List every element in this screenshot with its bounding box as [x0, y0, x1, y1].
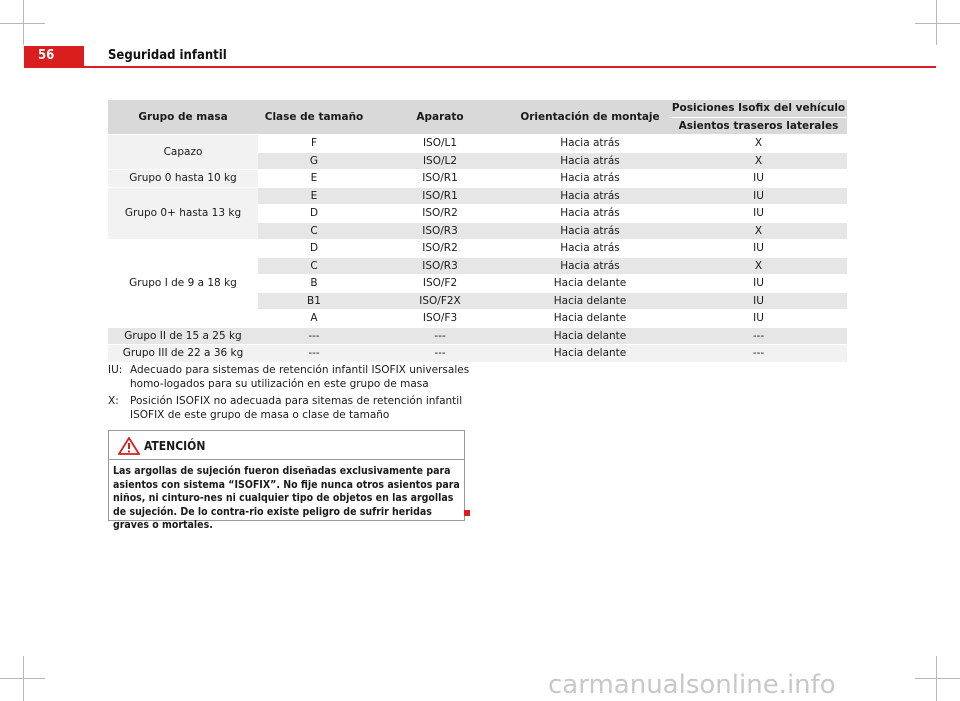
cell-aparato: ISO/R2	[370, 240, 510, 258]
cell-clase: C	[258, 257, 370, 275]
header-rule	[84, 66, 936, 68]
table-row	[108, 187, 847, 205]
cell-clase: F	[258, 135, 370, 153]
cell-aparato: ISO/R1	[370, 187, 510, 205]
crop-mark	[936, 656, 937, 701]
cell-posicion: ---	[670, 327, 847, 345]
cell-aparato: ISO/F2X	[370, 292, 510, 310]
group-cell: Grupo 0+ hasta 13 kg	[108, 187, 258, 240]
legend-iu	[108, 363, 478, 393]
cell-orientacion: Hacia atrás	[510, 257, 670, 275]
cell-posicion: IU	[670, 275, 847, 293]
cell-aparato: ISO/R1	[370, 170, 510, 188]
cell-posicion: X	[670, 135, 847, 153]
cell-clase: E	[258, 170, 370, 188]
cell-posicion: X	[670, 152, 847, 170]
warning-text: Las argollas de sujeción fueron diseñadas exclusivamente para asientos con sistema “ISOFIX”. No fije nunca otros asientos para niños, ni cinturo-nes ni cualquier tipo de objetos en las argollas de sujeción. De lo contra-rio existe peligro de sufrir heridas graves o mortales.	[113, 465, 460, 532]
group-cell: Grupo III de 22 a 36 kg	[108, 345, 258, 363]
warning-title: ATENCIÓN	[144, 439, 206, 453]
warning-triangle-icon	[118, 437, 140, 455]
cell-orientacion: Hacia atrás	[510, 170, 670, 188]
cell-aparato: ISO/F2	[370, 275, 510, 293]
watermark: carmanualsonline.info	[548, 670, 836, 700]
crop-mark	[915, 23, 960, 24]
col-header-clase: Clase de tamaño	[258, 100, 370, 135]
table-row	[108, 135, 847, 153]
warning-header	[109, 431, 464, 460]
cell-clase: D	[258, 205, 370, 223]
table-row	[108, 170, 847, 188]
crop-mark	[936, 0, 937, 45]
cell-orientacion: Hacia atrás	[510, 240, 670, 258]
col-header-grupo: Grupo de masa	[108, 100, 258, 135]
cell-orientacion: Hacia delante	[510, 275, 670, 293]
cell-posicion: IU	[670, 187, 847, 205]
page-number: 56	[38, 48, 55, 63]
cell-clase: B	[258, 275, 370, 293]
cell-posicion: IU	[670, 205, 847, 223]
cell-aparato: ISO/R3	[370, 257, 510, 275]
cell-aparato: ---	[370, 327, 510, 345]
cell-aparato: ISO/L1	[370, 135, 510, 153]
cell-posicion: IU	[670, 292, 847, 310]
cell-aparato: ISO/R2	[370, 205, 510, 223]
crop-mark	[23, 0, 24, 45]
cell-clase: ---	[258, 345, 370, 363]
group-cell: Grupo II de 15 a 25 kg	[108, 327, 258, 345]
page-title: Seguridad infantil	[108, 48, 227, 63]
cell-posicion: X	[670, 257, 847, 275]
cell-aparato: ---	[370, 345, 510, 363]
cell-aparato: ISO/F3	[370, 310, 510, 328]
cell-orientacion: Hacia atrás	[510, 222, 670, 240]
legend-text: Posición ISOFIX no adecuada para sitemas de retención infantil ISOFIX de este grupo de masa o clase de tamaño	[130, 395, 463, 421]
cell-clase: C	[258, 222, 370, 240]
group-cell: Grupo I de 9 a 18 kg	[108, 240, 258, 328]
cell-aparato: ISO/R3	[370, 222, 510, 240]
table-row	[108, 240, 847, 258]
cell-clase: G	[258, 152, 370, 170]
col-header-orientacion: Orientación de montaje	[510, 100, 670, 135]
col-header-asientos: Asientos traseros laterales	[670, 117, 847, 135]
cell-posicion: IU	[670, 240, 847, 258]
table-row	[108, 345, 847, 363]
cell-posicion: X	[670, 222, 847, 240]
table-row	[108, 327, 847, 345]
group-cell: Grupo 0 hasta 10 kg	[108, 170, 258, 188]
legend-text: Adecuado para sistemas de retención infantil ISOFIX universales homo-logados para su utilización en este grupo de masa	[130, 364, 470, 390]
cell-orientacion: Hacia atrás	[510, 152, 670, 170]
warning-box	[108, 430, 465, 532]
cell-orientacion: Hacia atrás	[510, 205, 670, 223]
cell-orientacion: Hacia atrás	[510, 187, 670, 205]
cell-orientacion: Hacia delante	[510, 310, 670, 328]
crop-mark	[915, 678, 960, 679]
cell-clase: ---	[258, 327, 370, 345]
cell-posicion: IU	[670, 310, 847, 328]
legend-x	[108, 394, 478, 424]
cell-orientacion: Hacia atrás	[510, 135, 670, 153]
cell-clase: E	[258, 187, 370, 205]
cell-orientacion: Hacia delante	[510, 292, 670, 310]
isofix-table	[108, 100, 847, 363]
cell-clase: D	[258, 240, 370, 258]
group-cell: Capazo	[108, 135, 258, 170]
crop-mark	[23, 656, 24, 701]
cell-aparato: ISO/L2	[370, 152, 510, 170]
cell-orientacion: Hacia delante	[510, 345, 670, 363]
legend-key: IU:	[108, 364, 123, 376]
cell-clase: B1	[258, 292, 370, 310]
legend-key: X:	[108, 395, 119, 407]
cell-posicion: ---	[670, 345, 847, 363]
cell-posicion: IU	[670, 170, 847, 188]
col-header-aparato: Aparato	[370, 100, 510, 135]
cell-orientacion: Hacia delante	[510, 327, 670, 345]
col-header-posiciones: Posiciones Isofix del vehículo	[670, 100, 847, 117]
section-end-marker	[464, 510, 470, 516]
cell-clase: A	[258, 310, 370, 328]
